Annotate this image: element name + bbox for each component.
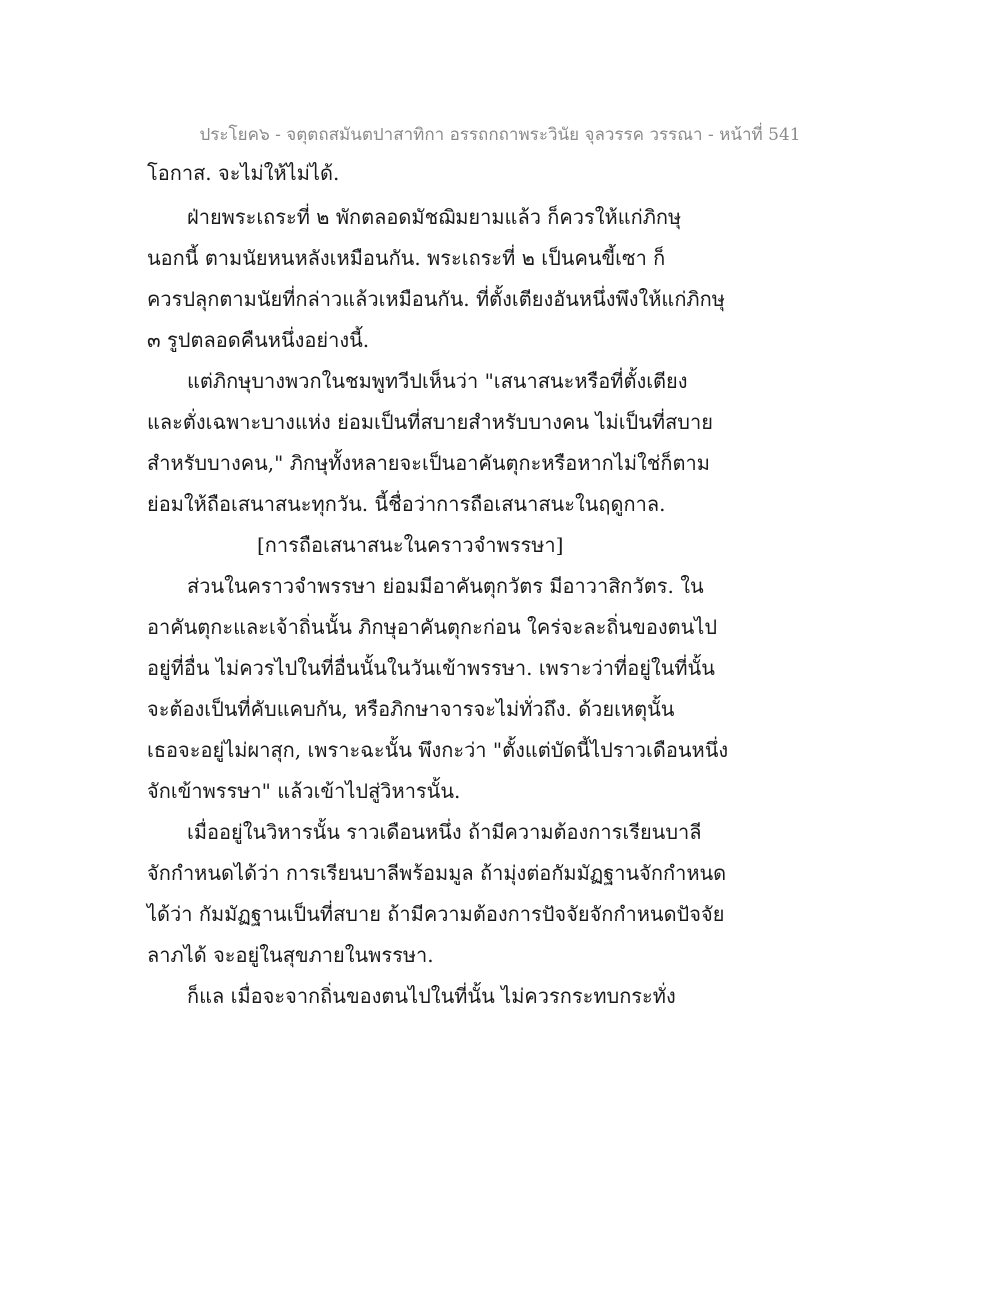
text-line: จักกำหนดได้ว่า การเรียนบาลีพร้อมมูล ถ้ามุ่งต่อกัมมัฏฐานจักกำหนด bbox=[147, 861, 727, 885]
text-line: ก็แล เมื่อจะจากถิ่นของตนไปในที่นั้น ไม่ควรกระทบกระทั่ง bbox=[187, 984, 676, 1008]
text-line: ฝ่ายพระเถระที่ ๒ พักตลอดมัชฌิมยามแล้ว ก็ควรให้แก่ภิกษุ bbox=[187, 205, 682, 229]
text-line: ลาภได้ จะอยู่ในสุขภายในพรรษา. bbox=[147, 943, 434, 967]
text-line: แต่ภิกษุบางพวกในชมพูทวีปเห็นว่า "เสนาสนะหรือที่ตั้งเตียง bbox=[187, 369, 688, 393]
text-line: อาคันตุกะและเจ้าถิ่นนั้น ภิกษุอาคันตุกะก่อน ใคร่จะละถิ่นของตนไป bbox=[147, 615, 718, 639]
text-line: จักเข้าพรรษา" แล้วเข้าไปสู่วิหารนั้น. bbox=[147, 779, 461, 803]
text-line: ควรปลุกตามนัยที่กล่าวแล้วเหมือนกัน. ที่ตั้งเตียงอันหนึ่งพึงให้แก่ภิกษุ bbox=[147, 287, 725, 311]
page-header: ประโยค๖ - จตุตถสมันตปาสาทิกา อรรถกถาพระวินัย จุลวรรค วรรณา - หน้าที่ 541 bbox=[199, 125, 801, 145]
text-line: ได้ว่า กัมมัฏฐานเป็นที่สบาย ถ้ามีความต้องการปัจจัยจักกำหนดปัจจัย bbox=[147, 902, 725, 926]
text-line: จะต้องเป็นที่คับแคบกัน, หรือภิกษาจารจะไม่ทั่วถึง. ด้วยเหตุนั้น bbox=[147, 697, 675, 721]
text-line: สำหรับบางคน," ภิกษุทั้งหลายจะเป็นอาคันตุกะหรือหากไม่ใช่ก็ตาม bbox=[147, 451, 710, 475]
text-line: และตั่งเฉพาะบางแห่ง ย่อมเป็นที่สบายสำหรับบางคน ไม่เป็นที่สบาย bbox=[147, 410, 713, 434]
text-line: ๓ รูปตลอดคืนหนึ่งอย่างนี้. bbox=[147, 328, 370, 352]
text-line: นอกนี้ ตามนัยหนหลังเหมือนกัน. พระเถระที่ ๒ เป็นคนขี้เซา ก็ bbox=[147, 246, 666, 270]
text-line: ย่อมให้ถือเสนาสนะทุกวัน. นี้ชื่อว่าการถือเสนาสนะในฤดูกาล. bbox=[147, 492, 666, 516]
section-heading: [การถือเสนาสนะในคราวจำพรรษา] bbox=[257, 533, 564, 557]
text-line: เมื่ออยู่ในวิหารนั้น ราวเดือนหนึ่ง ถ้ามีความต้องการเรียนบาลี bbox=[187, 820, 702, 844]
text-line: เธอจะอยู่ไม่ผาสุก, เพราะฉะนั้น พึงกะว่า "ตั้งแต่บัดนี้ไปราวเดือนหนึ่ง bbox=[147, 738, 729, 762]
text-line: ส่วนในคราวจำพรรษา ย่อมมีอาคันตุกวัตร มีอาวาสิกวัตร. ใน bbox=[187, 574, 704, 598]
text-line: โอกาส. จะไม่ให้ไม่ได้. bbox=[147, 161, 340, 185]
text-line: อยู่ที่อื่น ไม่ควรไปในที่อื่นนั้นในวันเข้าพรรษา. เพราะว่าที่อยู่ในที่นั้น bbox=[147, 656, 715, 680]
